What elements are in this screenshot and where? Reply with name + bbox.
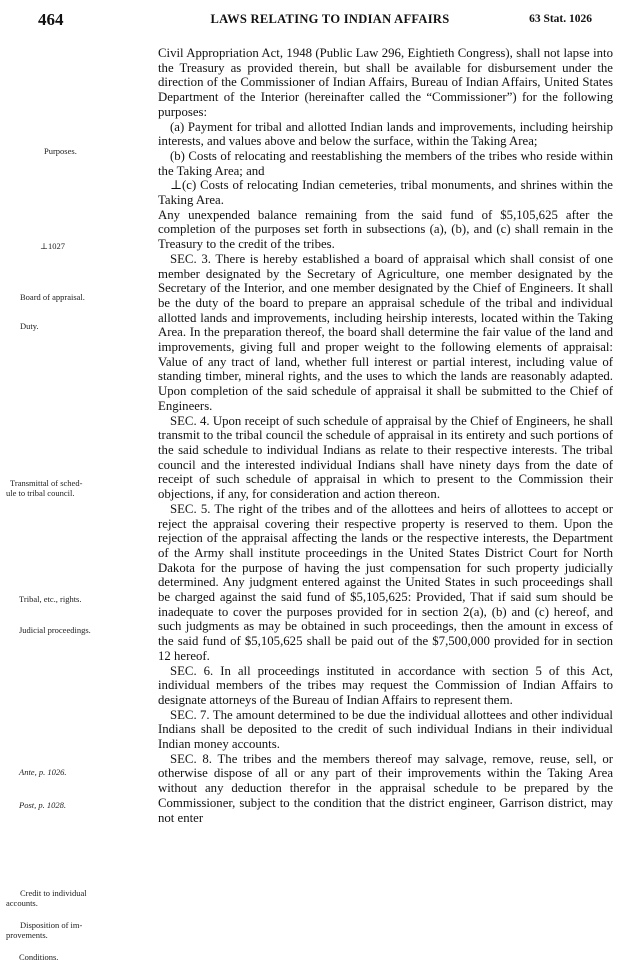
paragraph-section-3: SEC. 3. There is hereby established a board of appraisal which shall consist of one member designated by the Secretary of Agriculture, one member designated by the Secretary of the Interior, and one member designated by the Chief of Engineers. It shall be the duty of the board to prepare an appraisal schedule of the tribal and individual allotted lands and improvements, including heirship interests, located within the Taking Area. In the preparation thereof, the board shall determine the fair value of the land and improvements, giving full and proper weight to the following elements of appraisal: Value of any tract of land, whether full interest or partial interest, including value of standing timber, mineral rights, and the uses to which the lands are reasonably adapted. Upon completion of the said schedule of appraisal it shall be submitted to the Chief of Engineers. — [158, 251, 613, 413]
paragraph-subsection-c: ⊥(c) Costs of relocating Indian cemeteries, tribal monuments, and shrines within the Taking Area. — [158, 178, 613, 208]
paragraph-subsection-a: (a) Payment for tribal and allotted Indian lands and improvements, including heirship interests, and values above and below the surface, within the Taking Area; — [158, 119, 613, 149]
paragraph-unexpended-balance: Any unexpended balance remaining from the said fund of $5,105,625 after the completion of the purposes set forth in subsections (a), (b), and (c) shall remain in the Treasury to the credit of the tribes. — [158, 207, 613, 252]
margin-note-duty: Duty. — [20, 321, 39, 331]
running-title: LAWS RELATING TO INDIAN AFFAIRS — [210, 12, 450, 26]
margin-note-judicial-proceedings: Judicial proceedings. — [19, 625, 91, 635]
page-number: 464 — [38, 10, 64, 29]
margin-note-board-of-appraisal: Board of appraisal. — [20, 292, 85, 302]
paragraph-section-8: SEC. 8. The tribes and the members thereof may salvage, remove, reuse, sell, or otherwise dispose of all or any part of their improvements within the Taking Area without any deduction therefor in the appraisal schedule to be prepared by the Commissioner, subject to the condition that the district engineer, Garrison district, may not enter — [158, 751, 613, 825]
margin-note-page-marker: ⊥1027 — [40, 241, 65, 251]
margin-note-credit-1: Credit to individual — [20, 888, 87, 898]
margin-note-purposes: Purposes. — [44, 146, 77, 156]
margin-note-credit-2: accounts. — [6, 898, 38, 908]
margin-note-transmittal-2: ule to tribal council. — [6, 488, 75, 498]
margin-note-tribal-rights: Tribal, etc., rights. — [19, 594, 82, 604]
margin-note-disposition-2: provements. — [6, 930, 48, 940]
running-header — [0, 8, 632, 32]
margin-note-post: Post, p. 1028. — [19, 800, 66, 810]
margin-note-conditions: Conditions. — [19, 952, 59, 962]
statute-citation: 63 Stat. 1026 — [529, 13, 592, 25]
paragraph-section-5: SEC. 5. The right of the tribes and of the allottees and heirs of allottees to accept or reject the appraisal covering their respective property is reserved to them. Upon the rejection of the appraisal affecting the lands or the respective interests, the Department of the Army shall institute proceedings in the United States District Court for North Dakota for the purpose of having the just compensation for such property judicially determined. Any judgment entered against the United States in such proceedings shall be charged against the said fund of $5,105,625: Provided, That if said sum should be inadequate to cover the purposes provided for in section 2(a), (b) and (c) hereof, and such judgments as may be obtained in such proceedings, then the amount in excess of the said fund of $5,105,625 shall be paid out of the $7,500,000 provided for in section 12 hereof. — [158, 501, 613, 663]
margin-note-ante: Ante, p. 1026. — [19, 767, 67, 777]
margin-note-transmittal-1: Transmittal of sched- — [10, 478, 83, 488]
paragraph-subsection-b: (b) Costs of relocating and reestablishing the members of the tribes who reside within the Taking Area; and — [158, 148, 613, 178]
paragraph-section-6: SEC. 6. In all proceedings instituted in accordance with section 5 of this Act, individual members of the tribes may request the Commission of Indian Affairs to designate attorneys of the Bureau of Indian Affairs to represent them. — [158, 663, 613, 707]
margin-note-disposition-1: Disposition of im- — [20, 920, 83, 930]
body-text — [158, 46, 613, 825]
paragraph-section-4: SEC. 4. Upon receipt of such schedule of appraisal by the Chief of Engineers, he shall transmit to the tribal council the schedule of appraisal in its entirety and such portions of the said schedule to individual Indians as relate to their respective interests. The tribal council and the interested individual Indians shall have ninety days from the date of receipt of such schedule of appraisal in which to present to the Commission their objections, if any, for consideration and action thereon. — [158, 413, 613, 502]
paragraph-intro: Civil Appropriation Act, 1948 (Public Law 296, Eightieth Congress), shall not lapse into the Treasury as provided therein, but shall be available for disbursement under the direction of the Commissioner of Indian Affairs, Bureau of Indian Affairs, United States Department of the Interior (hereinafter called the “Commissioner”) for the following purposes: — [158, 46, 613, 119]
paragraph-section-7: SEC. 7. The amount determined to be due the individual allottees and other individual Indians shall be deposited to the credit of such individual Indians in their individual Indian money accounts. — [158, 707, 613, 752]
